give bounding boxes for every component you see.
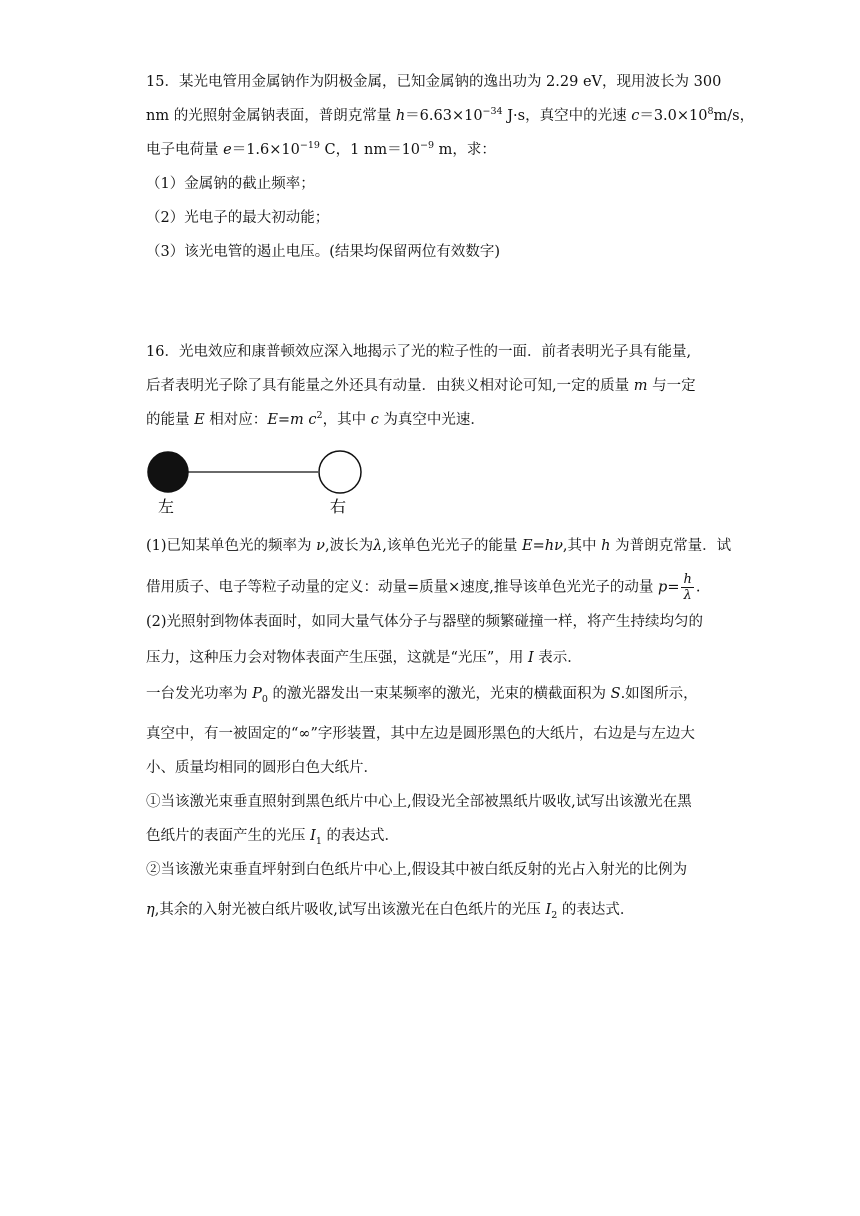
q16-text: 为真空中光速． bbox=[378, 412, 485, 428]
q16-laser-line-2: 真空中，有一被固定的“∞”字形装置，其中左边是圆形黑色的大纸片，右边是与左边大 bbox=[146, 726, 695, 742]
planck-symbol: h bbox=[395, 108, 406, 124]
q15-line-1 bbox=[146, 72, 721, 92]
q16-sub2-line-1: (2)光照射到物体表面时，如同大量气体分子与器壁的频繁碰撞一样，将产生持续均匀的 bbox=[146, 614, 704, 630]
q15-text: ＝3.0×10 bbox=[639, 108, 708, 124]
q16-text: 一台发光功率为 bbox=[146, 686, 253, 702]
q15-text: J·s，真空中的光速 bbox=[502, 108, 632, 124]
q16-text: ，其中 bbox=[322, 412, 371, 428]
q16-text: .如图所示， bbox=[620, 686, 698, 702]
q16-text: 表示． bbox=[533, 650, 582, 666]
q16-text: (1)已知某单色光的频率为 bbox=[146, 538, 317, 554]
power-symbol: P bbox=[252, 686, 262, 702]
q15-text: ＝6.63×10 bbox=[405, 108, 483, 124]
q15-line-3 bbox=[146, 140, 496, 160]
left-label: 左 bbox=[158, 497, 175, 516]
q16-text: ,该单色光光子的能量 bbox=[382, 538, 523, 554]
q16-text: 的表达式． bbox=[321, 828, 399, 844]
light-pressure-symbol: I bbox=[527, 650, 534, 666]
light-pressure-symbol: I bbox=[545, 902, 552, 918]
q15-number: 15． bbox=[146, 74, 179, 90]
q15-text: 某光电管用金属钠作为阴极金属，已知金属钠的逸出功为 2.29 eV，现用波长为 300 bbox=[178, 74, 722, 90]
energy-symbol: E bbox=[194, 412, 205, 428]
equals-sign: = bbox=[667, 579, 680, 596]
wavelength-symbol: λ bbox=[373, 538, 383, 554]
q15-part-3: （3）该光电管的遏止电压。(结果均保留两位有效数字) bbox=[146, 244, 501, 260]
exponent: −19 bbox=[299, 140, 320, 152]
q15-line-2 bbox=[146, 106, 754, 126]
light-speed-symbol: c bbox=[370, 412, 379, 428]
disc-device-diagram bbox=[146, 450, 366, 520]
q15-part-1: （1）金属钠的截止频率； bbox=[146, 176, 315, 192]
exponent: −34 bbox=[482, 106, 503, 118]
exponent: 2 bbox=[316, 410, 323, 422]
q15-text: 电子电荷量 bbox=[146, 142, 224, 158]
q15-text: C，1 nm＝10 bbox=[319, 142, 421, 158]
fraction-denominator: λ bbox=[683, 588, 692, 603]
q16-text: 压力，这种压力会对物体表面产生压强，这就是“光压”，用 bbox=[146, 650, 528, 666]
exponent: −9 bbox=[420, 140, 435, 152]
light-pressure-symbol: I bbox=[310, 828, 316, 844]
q16-laser-line-3: 小、质量均相同的圆形白色大纸片． bbox=[146, 760, 378, 776]
q16-line-1: 16．光电效应和康普顿效应深入地揭示了光的粒子性的一面．前者表明光子具有能量, bbox=[146, 344, 692, 360]
subscript: 0 bbox=[261, 693, 268, 705]
momentum-symbol: p bbox=[658, 579, 668, 596]
reflection-ratio-symbol: η bbox=[146, 902, 155, 918]
mass-energy-formula: E=m c bbox=[267, 412, 317, 428]
q16-text: 与一定 bbox=[647, 378, 696, 394]
q16-case1-line-1: ①当该激光束垂直照射到黑色纸片中心上,假设光全部被黑纸片吸收,试写出该激光在黑 bbox=[146, 794, 692, 810]
q16-laser-line-1 bbox=[146, 684, 698, 704]
q16-sub1-line-2 bbox=[146, 572, 700, 603]
photon-energy-formula: E=hν bbox=[522, 538, 563, 554]
q16-case1-line-2 bbox=[146, 826, 399, 846]
q16-sub1-line-1 bbox=[146, 536, 731, 556]
q16-text: 的表达式． bbox=[557, 902, 635, 918]
area-symbol: S bbox=[610, 686, 621, 702]
q16-text: 为普朗克常量．试 bbox=[610, 538, 732, 554]
white-disc bbox=[319, 451, 361, 493]
charge-symbol: e bbox=[223, 142, 232, 158]
frequency-symbol: ν bbox=[316, 538, 325, 554]
mass-symbol: m bbox=[633, 378, 648, 394]
momentum-fraction bbox=[681, 572, 693, 603]
q16-text: 借用质子、电子等粒子动量的定义：动量=质量×速度,推导该单色光光子的动量 bbox=[146, 579, 659, 596]
q15-text: m，求： bbox=[434, 142, 496, 158]
q16-text: 色纸片的表面产生的光压 bbox=[146, 828, 311, 844]
q16-text: ,其余的入射光被白纸片吸收,试写出该激光在白色纸片的光压 bbox=[154, 902, 546, 918]
q15-text: nm 的光照射金属钠表面，普朗克常量 bbox=[146, 108, 396, 124]
q16-text: 相对应： bbox=[204, 412, 268, 428]
black-disc bbox=[148, 452, 188, 492]
subscript: 2 bbox=[551, 909, 558, 921]
planck-symbol: h bbox=[601, 538, 611, 554]
exponent: 8 bbox=[707, 106, 714, 118]
q16-line-2 bbox=[146, 376, 696, 396]
fraction-numerator: h bbox=[683, 572, 692, 587]
light-speed-symbol: c bbox=[631, 108, 640, 124]
q16-text: 的能量 bbox=[146, 412, 195, 428]
q16-text: 后者表明光子除了具有能量之外还具有动量．由狭义相对论可知,一定的质量 bbox=[146, 378, 634, 394]
q16-sub2-line-2 bbox=[146, 648, 582, 668]
q16-text: . bbox=[695, 579, 701, 596]
q16-case2-line-1: ②当该激光束垂直坪射到白色纸片中心上,假设其中被白纸反射的光占入射光的比例为 bbox=[146, 862, 688, 878]
q15-part-2: （2）光电子的最大初动能； bbox=[146, 210, 330, 226]
subscript: 1 bbox=[315, 835, 322, 847]
q16-text: ,波长为 bbox=[324, 538, 374, 554]
q15-text: m/s， bbox=[713, 108, 755, 124]
right-label: 右 bbox=[330, 497, 347, 516]
q16-text: 的激光器发出一束某频率的激光，光束的横截面积为 bbox=[267, 686, 611, 702]
q16-case2-line-2 bbox=[146, 900, 634, 920]
q16-text: ,其中 bbox=[562, 538, 602, 554]
q15-text: ＝1.6×10 bbox=[231, 142, 300, 158]
q16-line-3 bbox=[146, 410, 485, 430]
